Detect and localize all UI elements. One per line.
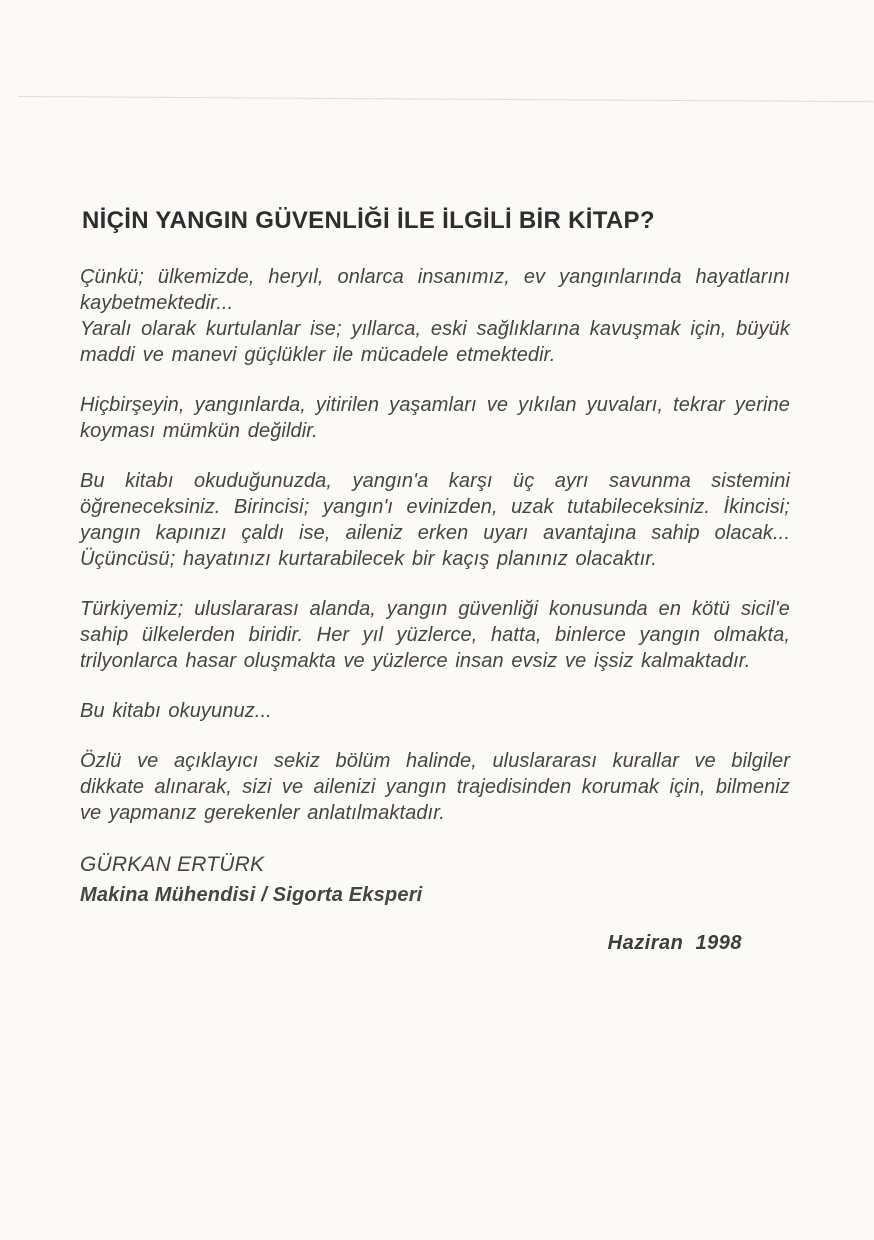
publication-date: Haziran 1998 — [607, 932, 742, 954]
paragraph-turkiyemiz: Türkiyemiz; uluslararası alanda, yangın güvenliği konusunda en kötü sicil'e sahip ülkelerden biridir. Her yıl yüzlerce, hatta, binlerce yangın olmakta, trilyonlarca hasar oluşmakta ve yüzlerce insan evsiz ve işsiz kalmaktadır. — [80, 598, 790, 672]
page-title: NİÇİN YANGIN GÜVENLİĞİ İLE İLGİLİ BİR KİTAP? — [82, 207, 655, 234]
paragraph-hicbirseyin: Hiçbirşeyin, yangınlarda, yitirilen yaşamları ve yıkılan yuvaları, tekrar yerine koyması mümkün değildir. — [80, 394, 790, 442]
author-signature-block — [80, 850, 790, 910]
author-role: Makina Mühendisi / Sigorta Eksperi — [80, 884, 423, 906]
paragraph-ozlu: Özlü ve açıklayıcı sekiz bölüm halinde, uluslararası kurallar ve bilgiler dikkate alınarak, sizi ve ailenizi yangın trajedisinden korumak için, bilmeniz ve yapmanız gerekenler anlatılmaktadır. — [80, 750, 790, 824]
paragraph-bu-kitabi-okuyunuz: Bu kitabı okuyunuz... — [80, 700, 272, 722]
paragraph-cunku: Çünkü; ülkemizde, heryıl, onlarca insanımız, ev yangınlarında hayatlarını kaybetmektedir... — [80, 266, 790, 314]
paragraph-bu-kitabi-okudugunuzda: Bu kitabı okuduğunuzda, yangın'a karşı üç ayrı savunma sistemini öğreneceksiniz. Birincisi; yangın'ı evinizden, uzak tutabileceksiniz. İkincisi; yangın kapınızı çaldı ise, aileniz erken uyarı avantajına sahip olacak... Üçüncüsü; hayatınızı kurtarabilecek bir kaçış planınız olacaktır. — [80, 470, 790, 570]
paragraph-yarali: Yaralı olarak kurtulanlar ise; yıllarca, eski sağlıklarına kavuşmak için, büyük maddi ve manevi güçlükler ile mücadele etmektedir. — [80, 318, 790, 366]
author-name: GÜRKAN ERTÜRK — [80, 853, 265, 876]
